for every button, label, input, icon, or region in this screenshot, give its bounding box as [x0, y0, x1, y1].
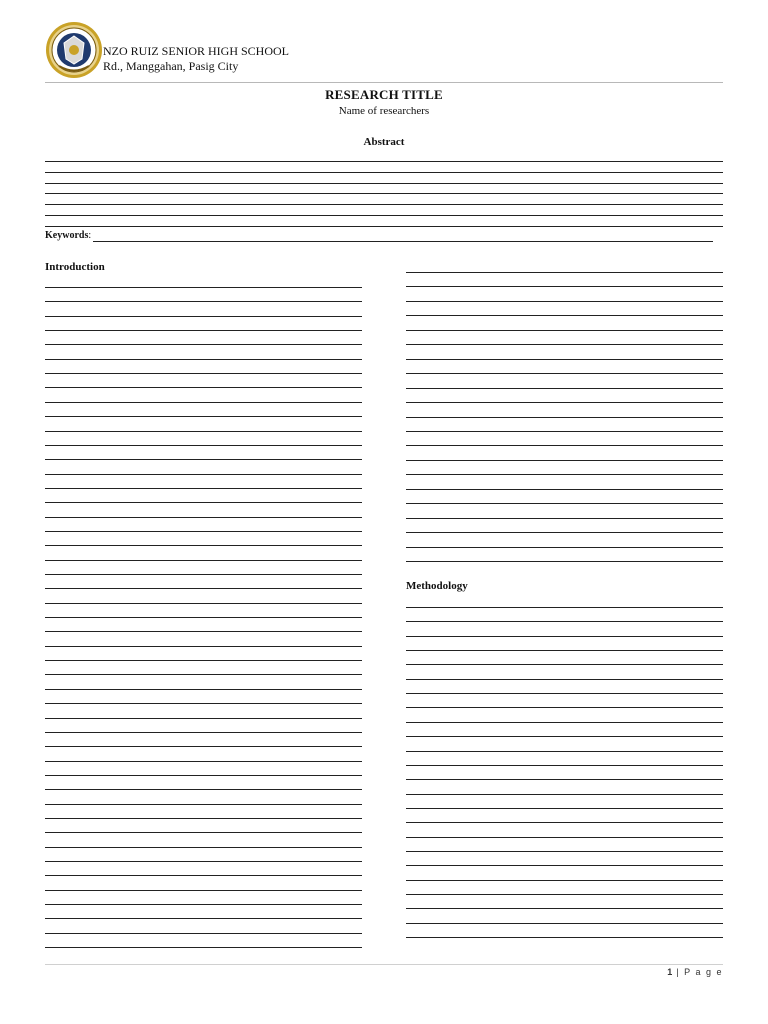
writing-line: [45, 431, 362, 432]
writing-line: [45, 861, 362, 862]
writing-line: [406, 722, 723, 723]
writing-line: [406, 664, 723, 665]
writing-line: [45, 617, 362, 618]
writing-line: [45, 947, 362, 948]
writing-line: [45, 445, 362, 446]
keywords-label: Keywords: [45, 230, 89, 241]
writing-line: [45, 416, 362, 417]
writing-line: [45, 847, 362, 848]
writing-line: [406, 865, 723, 866]
writing-line: [45, 804, 362, 805]
school-address: Rd., Manggahan, Pasig City: [103, 59, 239, 73]
writing-line: [406, 693, 723, 694]
writing-line: [406, 607, 723, 608]
writing-line: [45, 832, 362, 833]
writing-line: [45, 674, 362, 675]
writing-line: [45, 818, 362, 819]
introduction-heading: Introduction: [45, 261, 105, 273]
writing-line: [45, 890, 362, 891]
methodology-heading: Methodology: [406, 580, 468, 592]
writing-line: [45, 488, 362, 489]
writing-line: [406, 937, 723, 938]
writing-line: [406, 908, 723, 909]
writing-line: [45, 603, 362, 604]
writing-line: [45, 631, 362, 632]
writing-line: [45, 703, 362, 704]
writing-line: [45, 373, 362, 374]
writing-line: [45, 732, 362, 733]
writing-line: [406, 621, 723, 622]
writing-line: [45, 359, 362, 360]
writing-line: [406, 808, 723, 809]
writing-line: [45, 933, 362, 934]
writing-line: [406, 880, 723, 881]
writing-line: [45, 918, 362, 919]
page-label: | P a g e: [676, 967, 723, 977]
writing-line: [406, 679, 723, 680]
writing-line: [45, 287, 362, 288]
writing-line: [45, 775, 362, 776]
writing-line: [45, 316, 362, 317]
writing-line: [45, 330, 362, 331]
writing-line: [45, 545, 362, 546]
writing-line: [406, 851, 723, 852]
writing-line: [45, 689, 362, 690]
writing-line: [406, 707, 723, 708]
writing-line: [45, 789, 362, 790]
writing-line: [45, 459, 362, 460]
writing-line: [406, 923, 723, 924]
writing-line: [406, 794, 723, 795]
writing-line: [45, 560, 362, 561]
writing-line: [406, 822, 723, 823]
writing-line: [45, 904, 362, 905]
keywords-separator: :: [88, 230, 92, 241]
writing-line: [45, 344, 362, 345]
writing-line: [45, 646, 362, 647]
writing-line: [45, 660, 362, 661]
writing-line: [45, 718, 362, 719]
writing-line: [406, 636, 723, 637]
writing-line: [45, 502, 362, 503]
writing-line: [45, 517, 362, 518]
writing-line: [45, 746, 362, 747]
writing-line: [406, 894, 723, 895]
page-number: [667, 967, 723, 977]
research-title: RESEARCH TITLE: [325, 87, 443, 102]
writing-line: [45, 761, 362, 762]
introduction-writing-lines: [45, 0, 362, 960]
writing-line: [406, 736, 723, 737]
researchers-name: Name of researchers: [338, 105, 430, 117]
writing-line: [406, 779, 723, 780]
writing-line: [406, 837, 723, 838]
footer-divider: [45, 964, 723, 965]
school-name: NZO RUIZ SENIOR HIGH SCHOOL: [103, 44, 289, 58]
writing-line: [45, 387, 362, 388]
page-number-value: 1: [667, 967, 673, 977]
writing-line: [45, 402, 362, 403]
methodology-writing-lines: [406, 0, 723, 960]
writing-line: [45, 875, 362, 876]
writing-line: [406, 751, 723, 752]
writing-line: [45, 588, 362, 589]
writing-line: [45, 301, 362, 302]
writing-line: [45, 574, 362, 575]
writing-line: [45, 531, 362, 532]
writing-line: [406, 765, 723, 766]
writing-line: [45, 474, 362, 475]
abstract-heading: Abstract: [363, 136, 405, 148]
writing-line: [406, 650, 723, 651]
